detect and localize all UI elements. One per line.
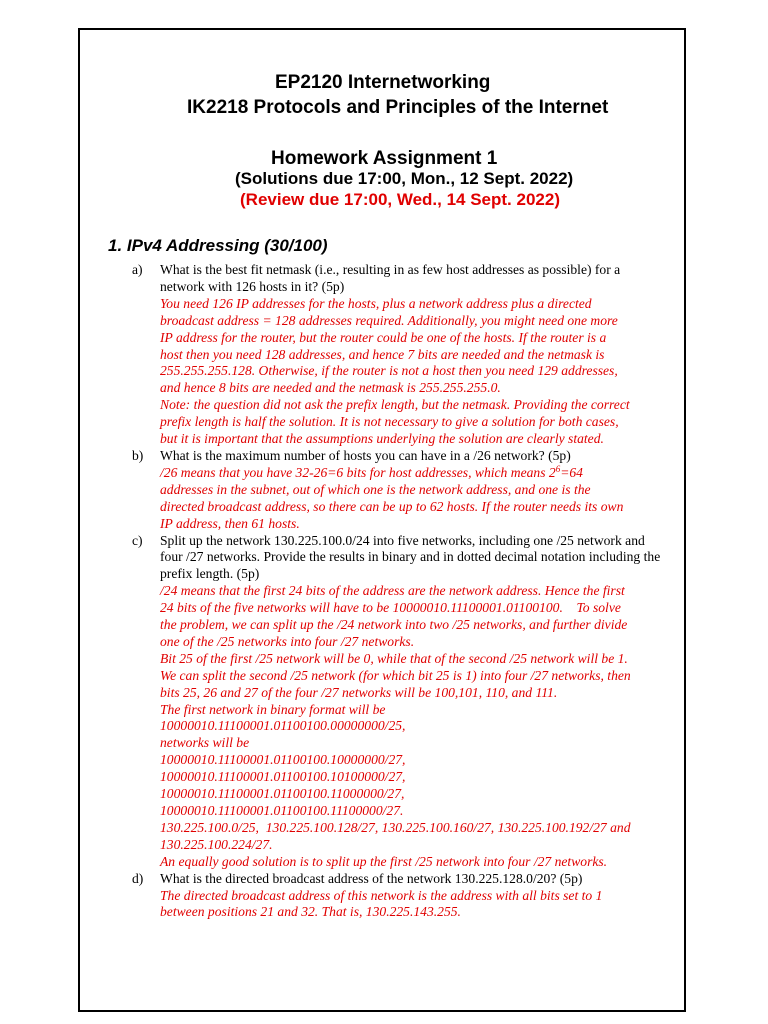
- course-title-ik2218: IK2218 Protocols and Principles of the Internet: [187, 97, 609, 118]
- answer-line: but it is important that the assumptions underlying the solution are clearly stated.: [160, 431, 604, 447]
- answer-line: Note: the question did not ask the prefix length, but the netmask. Providing the correct: [160, 397, 630, 413]
- question-label: c): [132, 532, 143, 548]
- answer-line: 130.225.100.224/27.: [160, 836, 273, 852]
- answer-line: Bit 25 of the first /25 network will be 0, while that of the second /25 network will be 1.: [160, 650, 628, 666]
- answer-text: /26 means that you have 32-26=6 bits for host addresses, which means 2: [160, 464, 556, 480]
- answer-line: IP address, then 61 hosts.: [160, 515, 300, 531]
- section-title: 1. IPv4 Addressing (30/100): [108, 236, 328, 255]
- answer-line: networks will be: [160, 735, 250, 751]
- question-text: Split up the network 130.225.100.0/24 into five networks, including one /25 network and four /27 networks. Provide the results in binary and in dotted decimal notation including the prefix length. (5p): [160, 532, 661, 582]
- solutions-due-date: (Solutions due 17:00, Mon., 12 Sept. 2022): [235, 169, 574, 188]
- answer-line: addresses in the subnet, out of which one is the network address, and one is the: [160, 481, 591, 497]
- review-due-date: (Review due 17:00, Wed., 14 Sept. 2022): [240, 190, 560, 209]
- question-text: What is the maximum number of hosts you can have in a /26 network? (5p): [160, 447, 571, 463]
- document-page: [78, 28, 686, 1012]
- answer-line: IP address for the router, but the router could be one of the hosts. If the router is a: [160, 329, 607, 345]
- answer-text: =64: [560, 464, 583, 480]
- exponent: 6: [555, 463, 561, 474]
- answer-line: and hence 8 bits are needed and the netmask is 255.255.255.0.: [160, 380, 501, 396]
- answer-line: bits 25, 26 and 27 of the four /27 networks will be 100,101, 110, and 111.: [160, 684, 558, 700]
- answer-line: An equally good solution is to split up the first /25 network into four /27 networks.: [160, 853, 608, 869]
- question-label: d): [132, 870, 144, 886]
- answer-line: prefix length is half the solution. It is not necessary to give a solution for both cases,: [160, 414, 619, 430]
- answer-block: [160, 296, 662, 448]
- answer-line: The directed broadcast address of this network is the address with all bits set to 1: [160, 887, 603, 903]
- assignment-title: Homework Assignment 1: [271, 148, 498, 169]
- answer-line: 10000010.11100001.01100100.11000000/27,: [160, 786, 405, 802]
- answer-line: 10000010.11100001.01100100.00000000/25,: [160, 718, 406, 734]
- answer-line: host then you need 128 addresses, and hence 7 bits are needed and the netmask is: [160, 346, 605, 362]
- answer-block: [160, 465, 662, 533]
- answer-block: [160, 583, 662, 870]
- answer-line: 10000010.11100001.01100100.10100000/27,: [160, 769, 406, 785]
- question-c: [132, 533, 662, 871]
- answer-line: 255.255.255.128. Otherwise, if the router is not a host then you need 129 addresses,: [160, 363, 618, 379]
- answer-line: 24 bits of the five networks will have to be 10000010.11100001.01100100. To solve: [160, 600, 621, 616]
- answer-line: the problem, we can split up the /24 network into two /25 networks, and further divide: [160, 617, 628, 633]
- question-a: [132, 262, 662, 448]
- answer-line: 10000010.11100001.01100100.10000000/27,: [160, 752, 406, 768]
- answer-line: /24 means that the first 24 bits of the address are the network address. Hence the first: [160, 583, 625, 599]
- question-label: a): [132, 262, 143, 277]
- answer-line: You need 126 IP addresses for the hosts, plus a network address plus a directed: [160, 295, 592, 311]
- answer-line: The first network in binary format will be: [160, 701, 386, 717]
- answer-line: [160, 465, 662, 482]
- answer-line: 10000010.11100001.01100100.11100000/27.: [160, 803, 404, 818]
- question-label: b): [132, 447, 144, 463]
- question-text: What is the best fit netmask (i.e., resulting in as few host addresses as possible) for a network with 126 hosts in it? (5p): [160, 262, 621, 294]
- answer-line: 130.225.100.0/25, 130.225.100.128/27, 130.225.100.160/27, 130.225.100.192/27 and: [160, 819, 631, 835]
- answer-line: broadcast address = 128 addresses required. Additionally, you might need one more: [160, 312, 618, 328]
- answer-line: between positions 21 and 32. That is, 130.225.143.255.: [160, 904, 461, 920]
- question-text: What is the directed broadcast address of the network 130.225.128.0/20? (5p): [160, 870, 583, 886]
- course-title-ep2120: EP2120 Internetworking: [275, 72, 491, 93]
- question-d: [132, 871, 662, 922]
- answer-block: [160, 888, 662, 922]
- answer-line: directed broadcast address, so there can be up to 62 hosts. If the router needs its own: [160, 498, 624, 514]
- question-list: [132, 262, 662, 921]
- answer-line: We can split the second /25 network (for which bit 25 is 1) into four /27 networks, then: [160, 667, 631, 683]
- question-b: [132, 448, 662, 533]
- answer-line: one of the /25 networks into four /27 networks.: [160, 633, 415, 649]
